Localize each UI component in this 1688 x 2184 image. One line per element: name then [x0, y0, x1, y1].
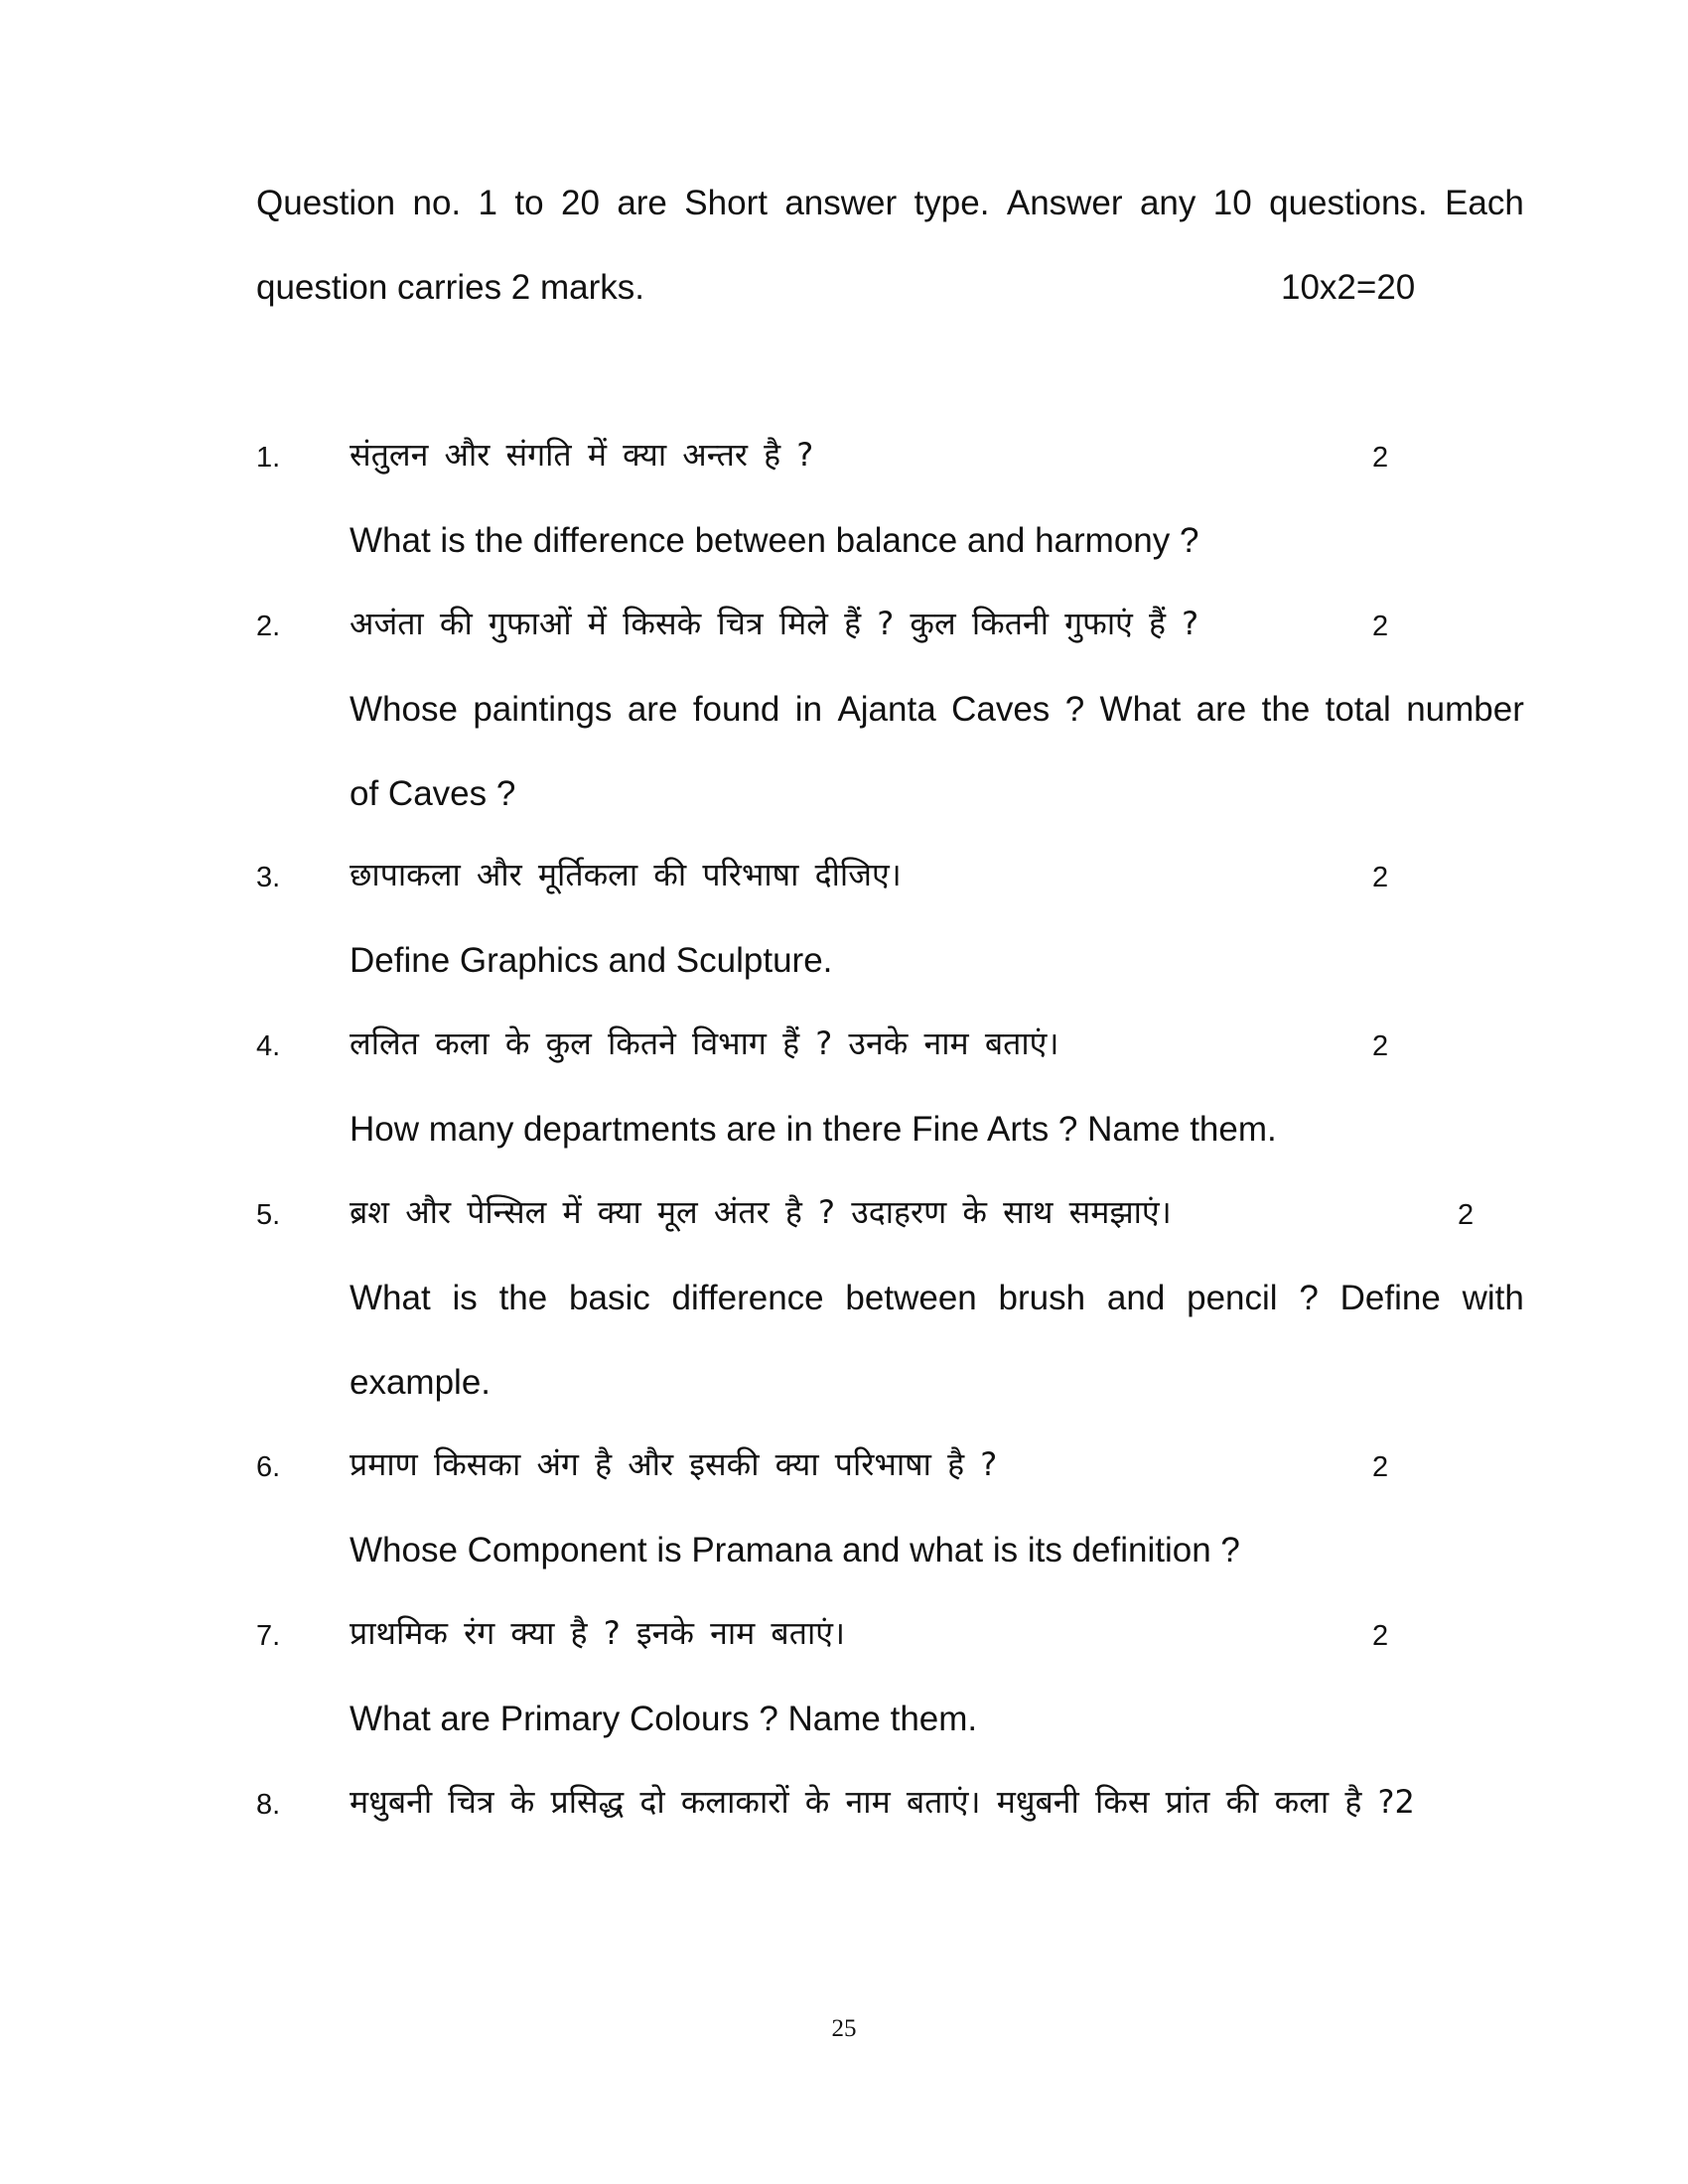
question-marks: 2	[1372, 442, 1389, 474]
english-word: the	[1261, 690, 1311, 729]
question-english: of Caves ?	[350, 774, 516, 813]
english-word: and	[1106, 1279, 1166, 1317]
english-word: are	[627, 690, 678, 729]
instruction-word: answer	[784, 184, 898, 222]
english-word: between	[845, 1279, 977, 1317]
english-word: pencil	[1187, 1279, 1278, 1317]
question-english	[350, 1279, 1524, 1318]
english-word: What	[1099, 690, 1182, 729]
instruction-word: to	[514, 184, 544, 222]
question-number: 5.	[256, 1199, 281, 1231]
instruction-word: Short	[684, 184, 768, 222]
question-number: 8.	[256, 1789, 281, 1821]
english-word: difference	[671, 1279, 824, 1317]
question-english	[350, 690, 1524, 730]
question-marks: 2	[1458, 1199, 1475, 1231]
question-hindi: संतुलन और संगति में क्या अन्तर है ?	[350, 436, 814, 474]
instruction-word: 10	[1212, 184, 1252, 222]
instruction-word: Question	[256, 184, 396, 222]
english-word: Whose	[350, 690, 458, 729]
question-number: 2.	[256, 611, 281, 642]
instruction-word: Each	[1445, 184, 1524, 222]
question-hindi: मधुबनी चित्र के प्रसिद्ध दो कलाकारों के नाम बताएं। मधुबनी किस प्रांत की कला है ?2	[350, 1783, 1415, 1821]
question-english: How many departments are in there Fine Arts ? Name them.	[350, 1110, 1277, 1149]
question-number: 6.	[256, 1451, 281, 1483]
english-word: basic	[569, 1279, 650, 1317]
question-hindi: ब्रश और पेन्सिल में क्या मूल अंतर है ? उदाहरण के साथ समझाएं।	[350, 1193, 1172, 1231]
instruction-word: any	[1139, 184, 1196, 222]
question-number: 4.	[256, 1030, 281, 1062]
question-marks: 2	[1372, 1030, 1389, 1062]
english-word: Ajanta	[837, 690, 936, 729]
total-marks: 10x2=20	[1281, 268, 1416, 307]
question-english: example.	[350, 1363, 492, 1402]
english-word: Define	[1339, 1279, 1441, 1317]
question-number: 1.	[256, 442, 281, 474]
english-word: found	[692, 690, 780, 729]
question-hindi: ललित कला के कुल कितने विभाग हैं ? उनके नाम बताएं।	[350, 1024, 1059, 1062]
instructions-line-2: question carries 2 marks.	[256, 268, 644, 307]
question-number: 7.	[256, 1620, 281, 1652]
question-marks: 2	[1372, 611, 1389, 642]
english-word: number	[1406, 690, 1524, 729]
question-number: 3.	[256, 862, 281, 893]
english-word: in	[794, 690, 823, 729]
question-marks: 2	[1372, 862, 1389, 893]
question-english: Define Graphics and Sculpture.	[350, 941, 833, 980]
question-english: Whose Component is Pramana and what is its definition ?	[350, 1531, 1240, 1570]
english-word: brush	[998, 1279, 1086, 1317]
instruction-word: are	[617, 184, 667, 222]
instruction-word: questions.	[1269, 184, 1428, 222]
english-word: ?	[1299, 1279, 1319, 1317]
instruction-word: Answer	[1006, 184, 1123, 222]
english-word: total	[1325, 690, 1391, 729]
english-word: ?	[1064, 690, 1085, 729]
english-word: paintings	[473, 690, 613, 729]
english-word: is	[452, 1279, 478, 1317]
question-marks: 2	[1372, 1451, 1389, 1483]
english-word: are	[1196, 690, 1247, 729]
question-hindi: प्रमाण किसका अंग है और इसकी क्या परिभाषा है ?	[350, 1445, 998, 1483]
question-hindi: अजंता की गुफाओं में किसके चित्र मिले हैं ? कुल कितनी गुफाएं हैं ?	[350, 605, 1199, 642]
question-marks: 2	[1372, 1620, 1389, 1652]
question-hindi: प्राथमिक रंग क्या है ? इनके नाम बताएं।	[350, 1614, 846, 1652]
english-word: the	[498, 1279, 548, 1317]
english-word: with	[1462, 1279, 1524, 1317]
instruction-word: 20	[560, 184, 600, 222]
instruction-word: no.	[412, 184, 462, 222]
instructions-line-1	[256, 184, 1524, 223]
question-english: What are Primary Colours ? Name them.	[350, 1700, 978, 1738]
page-number: 25	[831, 2015, 857, 2042]
instruction-word: 1	[478, 184, 497, 222]
question-english: What is the difference between balance and harmony ?	[350, 521, 1199, 560]
english-word: Caves	[951, 690, 1051, 729]
question-hindi: छापाकला और मूर्तिकला की परिभाषा दीजिए।	[350, 856, 902, 893]
english-word: What	[350, 1279, 431, 1317]
instruction-word: type.	[914, 184, 990, 222]
